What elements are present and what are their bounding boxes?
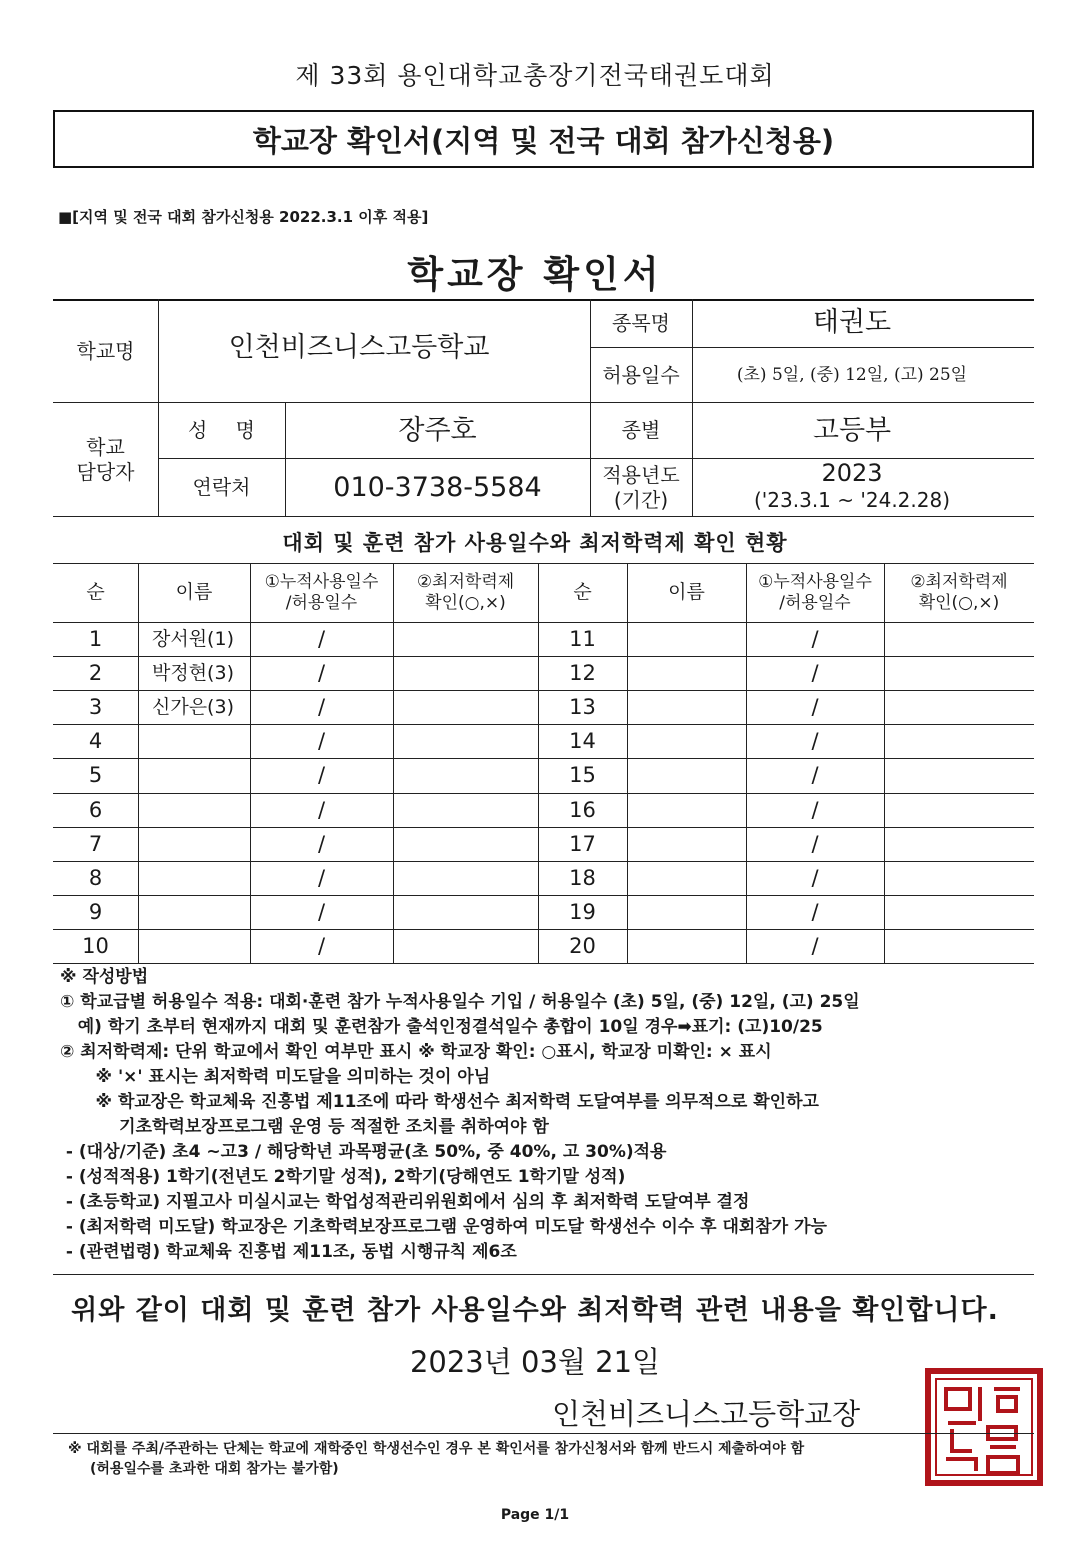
table-cell-no: 19 — [569, 900, 596, 925]
guide-line: 기초학력보장프로그램 운영 등 적절한 조치를 취하여야 함 — [60, 1117, 549, 1137]
division-label: 종별 — [621, 418, 661, 442]
table-cell-days: / — [811, 934, 819, 959]
table-cell-check — [393, 862, 538, 895]
header-days-left: ①누적사용일수 /허용일수 — [264, 571, 379, 613]
guide-line: ※ 학교장은 학교체육 진흥법 제11조에 따라 학생선수 최저학력 도달여부를 의무적으로 확인하고 — [60, 1092, 819, 1112]
table-cell-check — [393, 794, 538, 827]
table-cell-days: / — [811, 627, 819, 652]
header-name-right: 이름 — [668, 581, 705, 604]
table-cell-check — [884, 623, 1034, 656]
document-title: 학교장 확인서(지역 및 전국 대회 참가신청용) — [53, 110, 1034, 168]
table-cell-no: 4 — [88, 729, 103, 754]
table-cell-check — [393, 623, 538, 656]
apply-note: ■[지역 및 전국 대회 참가신청용 2022.3.1 이후 적용] — [58, 208, 429, 226]
table-cell-name: 박정현(3) — [152, 661, 234, 684]
year-period: ('23.3.1 ~ '24.2.28) — [753, 488, 951, 512]
table-cell-name — [627, 862, 746, 895]
table-cell-no: 16 — [569, 798, 596, 823]
issue-date: 2023년 03월 21일 — [409, 1345, 661, 1379]
table-cell-check — [393, 691, 538, 724]
table-cell-no: 18 — [569, 866, 596, 891]
table-cell-days: / — [317, 832, 326, 857]
table-cell-days: / — [317, 798, 326, 823]
event-title: 제 33회 용인대학교총장기전국태권도대회 — [295, 61, 775, 90]
manager-label: 학교 담당자 — [76, 434, 135, 484]
table-cell-no: 12 — [569, 661, 596, 686]
header-no-right: 순 — [573, 581, 592, 604]
main-title: 학교장 확인서 — [407, 253, 663, 296]
sport-value: 태권도 — [812, 306, 892, 338]
table-cell-days: / — [317, 661, 326, 686]
table-cell-name — [627, 623, 746, 656]
table-cell-days: / — [811, 832, 819, 857]
header-check-left: ②최저학력제 확인(○,×) — [416, 571, 515, 613]
table-cell-name — [138, 794, 250, 827]
table-cell-name — [627, 930, 746, 963]
table-cell-name: 장서원(1) — [152, 627, 234, 650]
table-cell-days: / — [317, 729, 326, 754]
contact-value: 010-3738-5584 — [333, 471, 542, 503]
table-cell-days: / — [317, 627, 326, 652]
table-cell-no: 11 — [569, 627, 596, 652]
header-name-left: 이름 — [175, 581, 213, 604]
table-cell-name — [138, 896, 250, 929]
manager-name: 장주호 — [398, 414, 477, 446]
guide-line: - (초등학교) 지필고사 미실시교는 학업성적관리위원회에서 심의 후 최저학력 도달여부 결정 — [60, 1192, 750, 1212]
table-cell-days: / — [317, 866, 326, 891]
table-cell-no: 8 — [88, 866, 103, 891]
table-cell-no: 5 — [88, 763, 103, 788]
table-cell-check — [884, 759, 1034, 792]
school-name: 인천비즈니스고등학교 — [228, 331, 490, 363]
guide-line: ② 최저학력제: 단위 학교에서 확인 여부만 표시 ※ 학교장 확인: ○표시, 학교장 미확인: × 표시 — [60, 1042, 772, 1062]
school-name-label: 학교명 — [76, 338, 135, 363]
table-cell-no: 17 — [569, 832, 596, 857]
table-cell-check — [884, 828, 1034, 861]
manager-name-label: 성 명 — [188, 418, 255, 442]
table-cell-check — [884, 862, 1034, 895]
guide-line: ※ 작성방법 — [60, 967, 149, 987]
table-cell-name — [138, 862, 250, 895]
table-cell-days: / — [317, 695, 326, 720]
guide-line: - (관련법령) 학교체육 진흥법 제11조, 동법 시행규칙 제6조 — [60, 1242, 517, 1262]
table-cell-no: 6 — [88, 798, 103, 823]
table-cell-name — [627, 794, 746, 827]
header-days-right: ①누적사용일수 /허용일수 — [758, 571, 872, 613]
table-cell-days: / — [317, 934, 326, 959]
table-cell-name — [138, 930, 250, 963]
table-cell-name — [627, 896, 746, 929]
table-cell-days: / — [811, 763, 819, 788]
table-cell-no: 10 — [82, 934, 109, 959]
table-cell-check — [393, 930, 538, 963]
table-cell-name: 신가은(3) — [152, 695, 234, 718]
principal-name: 인천비즈니스고등학교장 — [552, 1397, 861, 1431]
table-cell-check — [884, 794, 1034, 827]
section-title: 대회 및 훈련 참가 사용일수와 최저학력제 확인 현황 — [282, 531, 788, 555]
table-cell-check — [393, 759, 538, 792]
table-cell-check — [393, 657, 538, 690]
table-cell-days: / — [811, 695, 819, 720]
confirm-statement: 위와 같이 대회 및 훈련 참가 사용일수와 최저학력 관련 내용을 확인합니다. — [71, 1295, 999, 1326]
table-cell-no: 20 — [569, 934, 596, 959]
table-cell-name — [627, 828, 746, 861]
table-cell-days: / — [811, 798, 819, 823]
contact-label: 연락처 — [192, 475, 251, 499]
allowed-days-value: (초) 5일, (중) 12일, (고) 25일 — [736, 365, 968, 386]
guide-line: - (대상/기준) 초4 ~고3 / 해당학년 과목평균(초 50%, 중 40%, 고 30%)적용 — [60, 1142, 667, 1162]
table-cell-no: 7 — [88, 832, 103, 857]
guide-line: ① 학교급별 허용일수 적용: 대회·훈련 참가 누적사용일수 기입 / 허용일수 (초) 5일, (중) 12일, (고) 25일 — [60, 992, 860, 1012]
guide-line: ※ '×' 표시는 최저학력 미도달을 의미하는 것이 아님 — [60, 1067, 491, 1087]
table-cell-days: / — [811, 900, 819, 925]
table-cell-check — [884, 657, 1034, 690]
table-cell-name — [138, 725, 250, 758]
table-cell-name — [627, 725, 746, 758]
table-cell-no: 14 — [569, 729, 596, 754]
table-cell-check — [393, 896, 538, 929]
table-cell-check — [884, 691, 1034, 724]
table-cell-no: 13 — [569, 695, 596, 720]
table-cell-days: / — [811, 729, 819, 754]
sport-label: 종목명 — [612, 311, 670, 335]
division-value: 고등부 — [812, 414, 892, 446]
year-label: 적용년도 (기간) — [602, 462, 680, 512]
table-cell-days: / — [811, 661, 819, 686]
table-cell-check — [884, 930, 1034, 963]
guide-line: - (최저학력 미도달) 학교장은 기초학력보장프로그램 운영하여 미도달 학생선수 이수 후 대회참가 가능 — [60, 1217, 827, 1237]
writing-guide — [60, 965, 1035, 1265]
table-cell-name — [627, 657, 746, 690]
table-cell-name — [138, 759, 250, 792]
table-cell-days: / — [811, 866, 819, 891]
allowed-days-label: 허용일수 — [602, 362, 680, 387]
table-cell-check — [884, 896, 1034, 929]
table-cell-name — [627, 691, 746, 724]
table-cell-name — [138, 828, 250, 861]
table-cell-no: 1 — [88, 627, 103, 652]
header-no-left: 순 — [86, 581, 105, 604]
footer-note: ※ 대회를 주최/주관하는 단체는 학교에 재학중인 학생선수인 경우 본 확인서를 참가신청서와 함께 반드시 제출하여야 함 — [68, 1441, 805, 1457]
table-cell-check — [884, 725, 1034, 758]
school-seal-stamp — [924, 1367, 1044, 1487]
table-cell-no: 9 — [88, 900, 103, 925]
table-cell-no: 3 — [88, 695, 103, 720]
table-cell-no: 15 — [569, 763, 596, 788]
table-cell-name — [627, 759, 746, 792]
footer-note-sub: (허용일수를 초과한 대회 참가는 불가함) — [90, 1461, 339, 1477]
page-number: Page 1/1 — [500, 1507, 570, 1523]
year-value: 2023 — [821, 459, 883, 487]
header-check-right: ②최저학력제 확인(○,×) — [910, 571, 1008, 613]
table-cell-days: / — [317, 763, 326, 788]
table-cell-no: 2 — [88, 661, 103, 686]
table-cell-days: / — [317, 900, 326, 925]
table-cell-check — [393, 828, 538, 861]
guide-line: - (성적적용) 1학기(전년도 2학기말 성적), 2학기(당해연도 1학기말 성적) — [60, 1167, 626, 1187]
table-cell-check — [393, 725, 538, 758]
guide-line: 예) 학기 초부터 현재까지 대회 및 훈련참가 출석인정결석일수 총합이 10일 경우➡표기: (고)10/25 — [60, 1017, 823, 1037]
